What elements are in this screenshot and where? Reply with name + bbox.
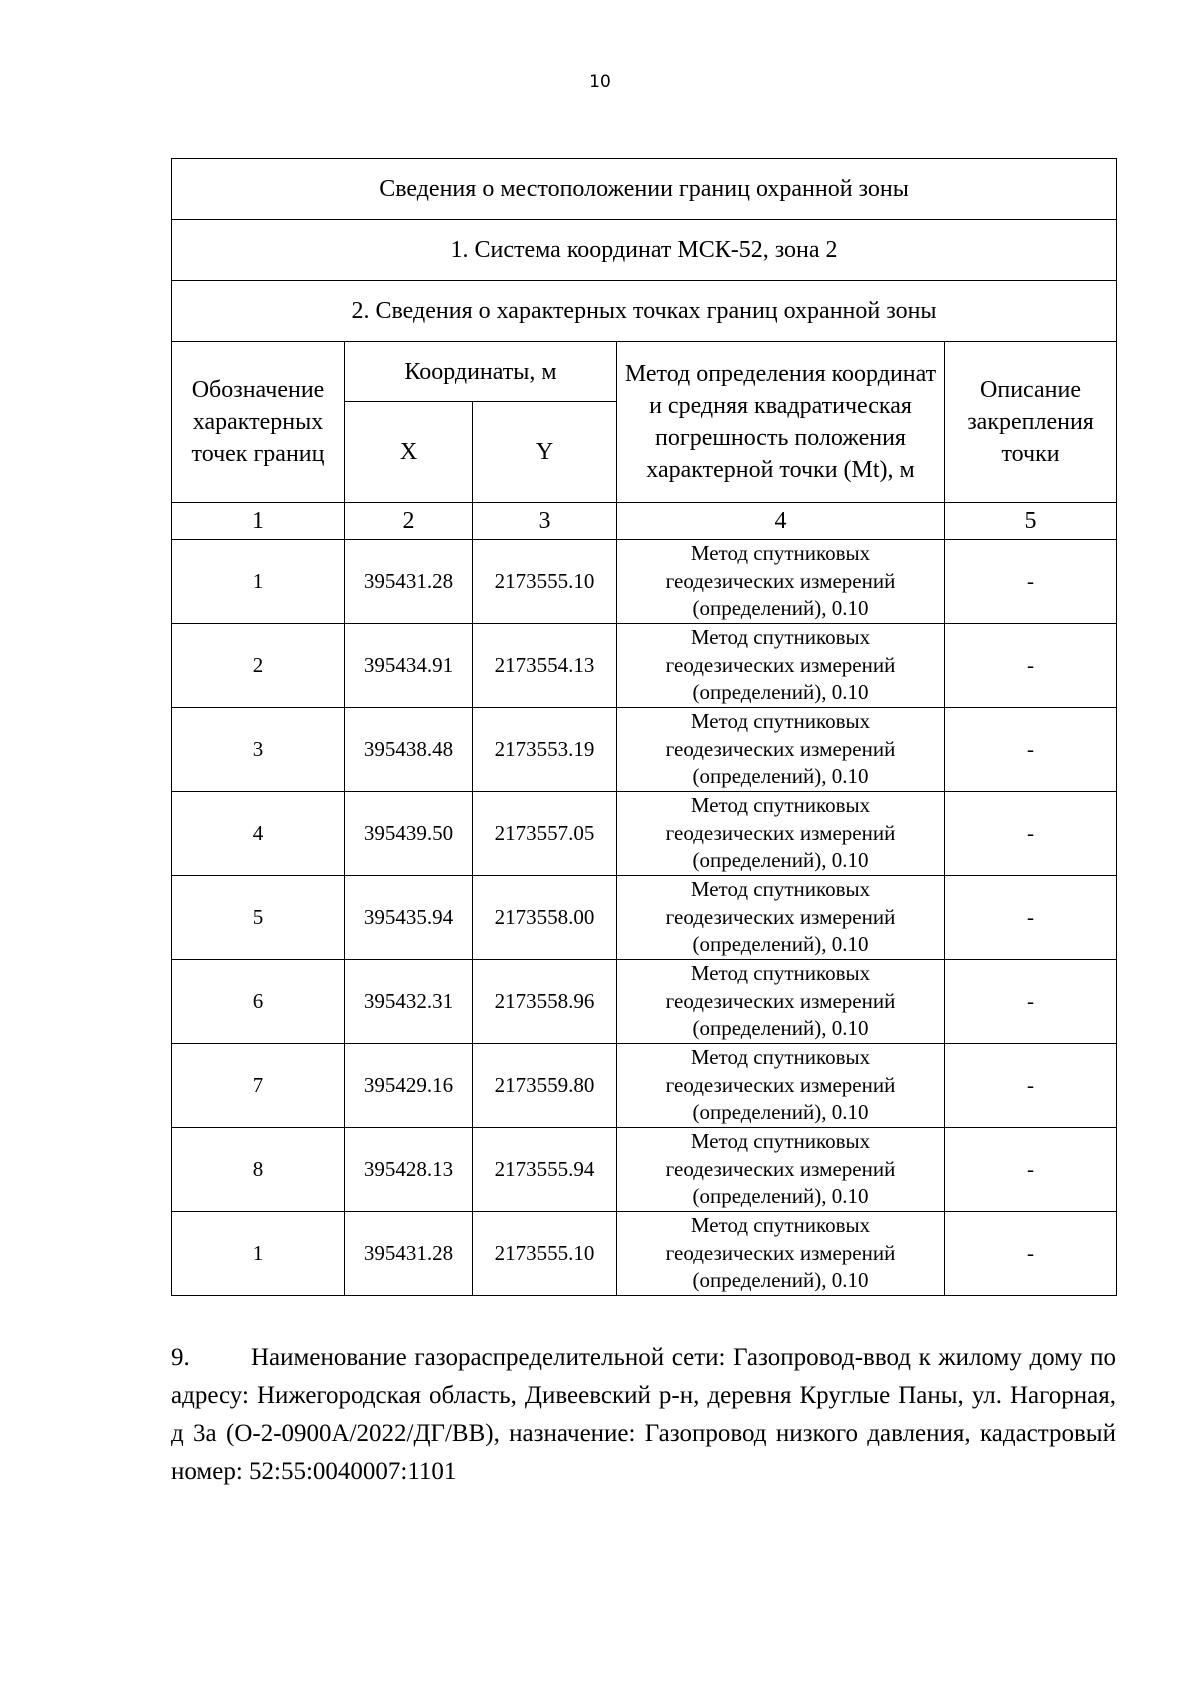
page-number: 10 [589, 72, 611, 92]
point-number-cell: 7 [172, 1044, 345, 1128]
column-number: 5 [945, 503, 1117, 540]
y-coordinate-cell: 2173554.13 [473, 624, 617, 708]
x-coordinate-cell: 395434.91 [345, 624, 473, 708]
x-coordinate-cell: 395438.48 [345, 708, 473, 792]
method-cell: Метод спутниковых геодезических измерений (определений), 0.10 [617, 1044, 945, 1128]
x-coordinate-cell: 395435.94 [345, 876, 473, 960]
x-coordinate-cell: 395431.28 [345, 1212, 473, 1296]
method-cell: Метод спутниковых геодезических измерений (определений), 0.10 [617, 1128, 945, 1212]
table-row [172, 876, 1117, 960]
method-cell: Метод спутниковых геодезических измерений (определений), 0.10 [617, 1212, 945, 1296]
table-row [172, 708, 1117, 792]
table-row [172, 540, 1117, 624]
y-coordinate-cell: 2173555.10 [473, 540, 617, 624]
boundary-coordinates-table [171, 158, 1117, 1296]
column-number: 4 [617, 503, 945, 540]
point-number-cell: 6 [172, 960, 345, 1044]
y-coordinate-cell: 2173553.19 [473, 708, 617, 792]
table-row [172, 624, 1117, 708]
x-header: X [345, 402, 473, 503]
description-header: Описание закрепления точки [945, 342, 1117, 503]
x-coordinate-cell: 395432.31 [345, 960, 473, 1044]
y-coordinate-cell: 2173557.05 [473, 792, 617, 876]
point-number-cell: 1 [172, 1212, 345, 1296]
method-cell: Метод спутниковых геодезических измерений (определений), 0.10 [617, 708, 945, 792]
method-cell: Метод спутниковых геодезических измерений (определений), 0.10 [617, 624, 945, 708]
description-cell: - [945, 792, 1117, 876]
coordinate-system-heading: 1. Система координат МСК-52, зона 2 [172, 220, 1117, 281]
method-cell: Метод спутниковых геодезических измерений (определений), 0.10 [617, 960, 945, 1044]
table-title: Сведения о местоположении границ охранной зоны [172, 159, 1117, 220]
description-cell: - [945, 708, 1117, 792]
y-coordinate-cell: 2173555.10 [473, 1212, 617, 1296]
y-header: Y [473, 402, 617, 503]
column-number: 2 [345, 503, 473, 540]
column-number: 1 [172, 503, 345, 540]
point-number-cell: 4 [172, 792, 345, 876]
method-cell: Метод спутниковых геодезических измерений (определений), 0.10 [617, 876, 945, 960]
method-cell: Метод спутниковых геодезических измерений (определений), 0.10 [617, 792, 945, 876]
description-cell: - [945, 1044, 1117, 1128]
y-coordinate-cell: 2173559.80 [473, 1044, 617, 1128]
method-header: Метод определения координат и средняя квадратическая погрешность положения характерной точки (Mt), м [617, 342, 945, 503]
y-coordinate-cell: 2173555.94 [473, 1128, 617, 1212]
point-number-cell: 5 [172, 876, 345, 960]
description-cell: - [945, 1128, 1117, 1212]
designation-header: Обозначение характерных точек границ [172, 342, 345, 503]
x-coordinate-cell: 395431.28 [345, 540, 473, 624]
column-number: 3 [473, 503, 617, 540]
x-coordinate-cell: 395428.13 [345, 1128, 473, 1212]
description-cell: - [945, 540, 1117, 624]
table-row [172, 1128, 1117, 1212]
y-coordinate-cell: 2173558.96 [473, 960, 617, 1044]
description-cell: - [945, 876, 1117, 960]
table-row [172, 792, 1117, 876]
description-cell: - [945, 1212, 1117, 1296]
description-cell: - [945, 624, 1117, 708]
table-row [172, 1212, 1117, 1296]
x-coordinate-cell: 395439.50 [345, 792, 473, 876]
paragraph-number: 9. [171, 1344, 190, 1371]
coordinates-header: Координаты, м [345, 342, 617, 402]
table-row [172, 960, 1117, 1044]
point-number-cell: 8 [172, 1128, 345, 1212]
points-section-heading: 2. Сведения о характерных точках границ охранной зоны [172, 281, 1117, 342]
point-number-cell: 3 [172, 708, 345, 792]
point-number-cell: 2 [172, 624, 345, 708]
description-cell: - [945, 960, 1117, 1044]
table-row [172, 1044, 1117, 1128]
y-coordinate-cell: 2173558.00 [473, 876, 617, 960]
paragraph-text: Наименование газораспределительной сети: Газопровод-ввод к жилому дому по адресу: Нижегородская область, Дивеевский р-н, деревня Круглые Паны, ул. Нагорная, д 3а (О-2-0900А/2022/ДГ/ВВ), назначение: Газопровод низкого давления, кадастровый номер: 52:55:0040007:1101 [171, 1344, 1116, 1485]
method-cell: Метод спутниковых геодезических измерений (определений), 0.10 [617, 540, 945, 624]
section-9-paragraph [171, 1339, 1116, 1491]
x-coordinate-cell: 395429.16 [345, 1044, 473, 1128]
point-number-cell: 1 [172, 540, 345, 624]
